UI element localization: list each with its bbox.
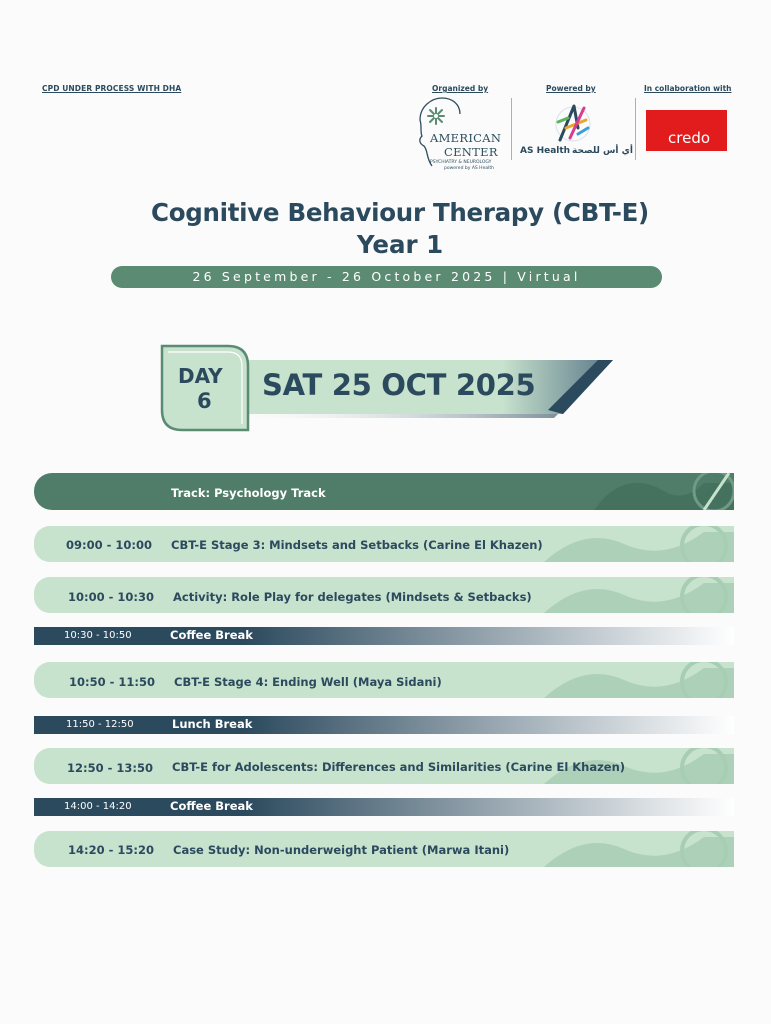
track-label: Track: Psychology Track <box>171 486 326 500</box>
row-decoration <box>514 526 734 562</box>
session-time: 14:20 - 15:20 <box>68 843 154 857</box>
break-row <box>34 627 734 645</box>
session-title: Activity: Role Play for delegates (Mindsets & Setbacks) <box>173 590 532 604</box>
organizer-sub1: PSYCHIATRY & NEUROLOGY <box>430 160 492 165</box>
session-time: 10:50 - 11:50 <box>69 675 155 689</box>
day-date: SAT 25 OCT 2025 <box>262 368 536 402</box>
header-divider <box>511 98 512 160</box>
header-divider <box>635 98 636 160</box>
break-time: 14:00 - 14:20 <box>64 801 132 812</box>
day-number: 6 <box>197 389 212 413</box>
break-row <box>34 798 734 816</box>
row-decoration <box>514 662 734 698</box>
session-title: CBT-E for Adolescents: Differences and Similarities (Carine El Khazen) <box>172 760 626 774</box>
break-title: Coffee Break <box>170 799 253 813</box>
session-time: 10:00 - 10:30 <box>68 590 154 604</box>
break-row <box>34 716 734 734</box>
cpd-note: CPD UNDER PROCESS WITH DHA <box>42 84 182 93</box>
credo-logo-text: credo <box>668 129 711 147</box>
day-label: DAY <box>178 364 223 388</box>
track-decoration <box>554 473 734 510</box>
as-health-logo <box>548 98 598 146</box>
break-title: Coffee Break <box>170 628 253 642</box>
row-decoration <box>514 831 734 867</box>
break-time: 10:30 - 10:50 <box>64 630 132 641</box>
session-title: Case Study: Non-underweight Patient (Marwa Itani) <box>173 843 510 857</box>
track-bar <box>34 473 734 510</box>
organizer-sub2: powered by AS Health <box>444 166 494 171</box>
collaboration-label: In collaboration with <box>644 84 732 93</box>
break-title: Lunch Break <box>172 717 253 731</box>
row-decoration <box>514 577 734 613</box>
event-title: Cognitive Behaviour Therapy (CBT-E) <box>151 198 649 227</box>
event-dates: 26 September - 26 October 2025 | Virtual <box>192 269 581 284</box>
session-time: 09:00 - 10:00 <box>66 538 152 552</box>
powered-by-label: Powered by <box>546 84 596 93</box>
powered-by-name: AS Health <box>520 146 571 156</box>
session-title: CBT-E Stage 3: Mindsets and Setbacks (Carine El Khazen) <box>171 538 543 552</box>
organized-by-label: Organized by <box>432 84 489 93</box>
event-subtitle: Year 1 <box>356 230 444 259</box>
break-time: 11:50 - 12:50 <box>66 719 134 730</box>
session-time: 12:50 - 13:50 <box>67 761 153 775</box>
organizer-name-line1: AMERICAN <box>430 131 502 145</box>
organizer-name-line2: CENTER <box>444 145 498 159</box>
powered-by-arabic: أي أس للصحة <box>572 146 633 156</box>
session-title: CBT-E Stage 4: Ending Well (Maya Sidani) <box>174 675 442 689</box>
